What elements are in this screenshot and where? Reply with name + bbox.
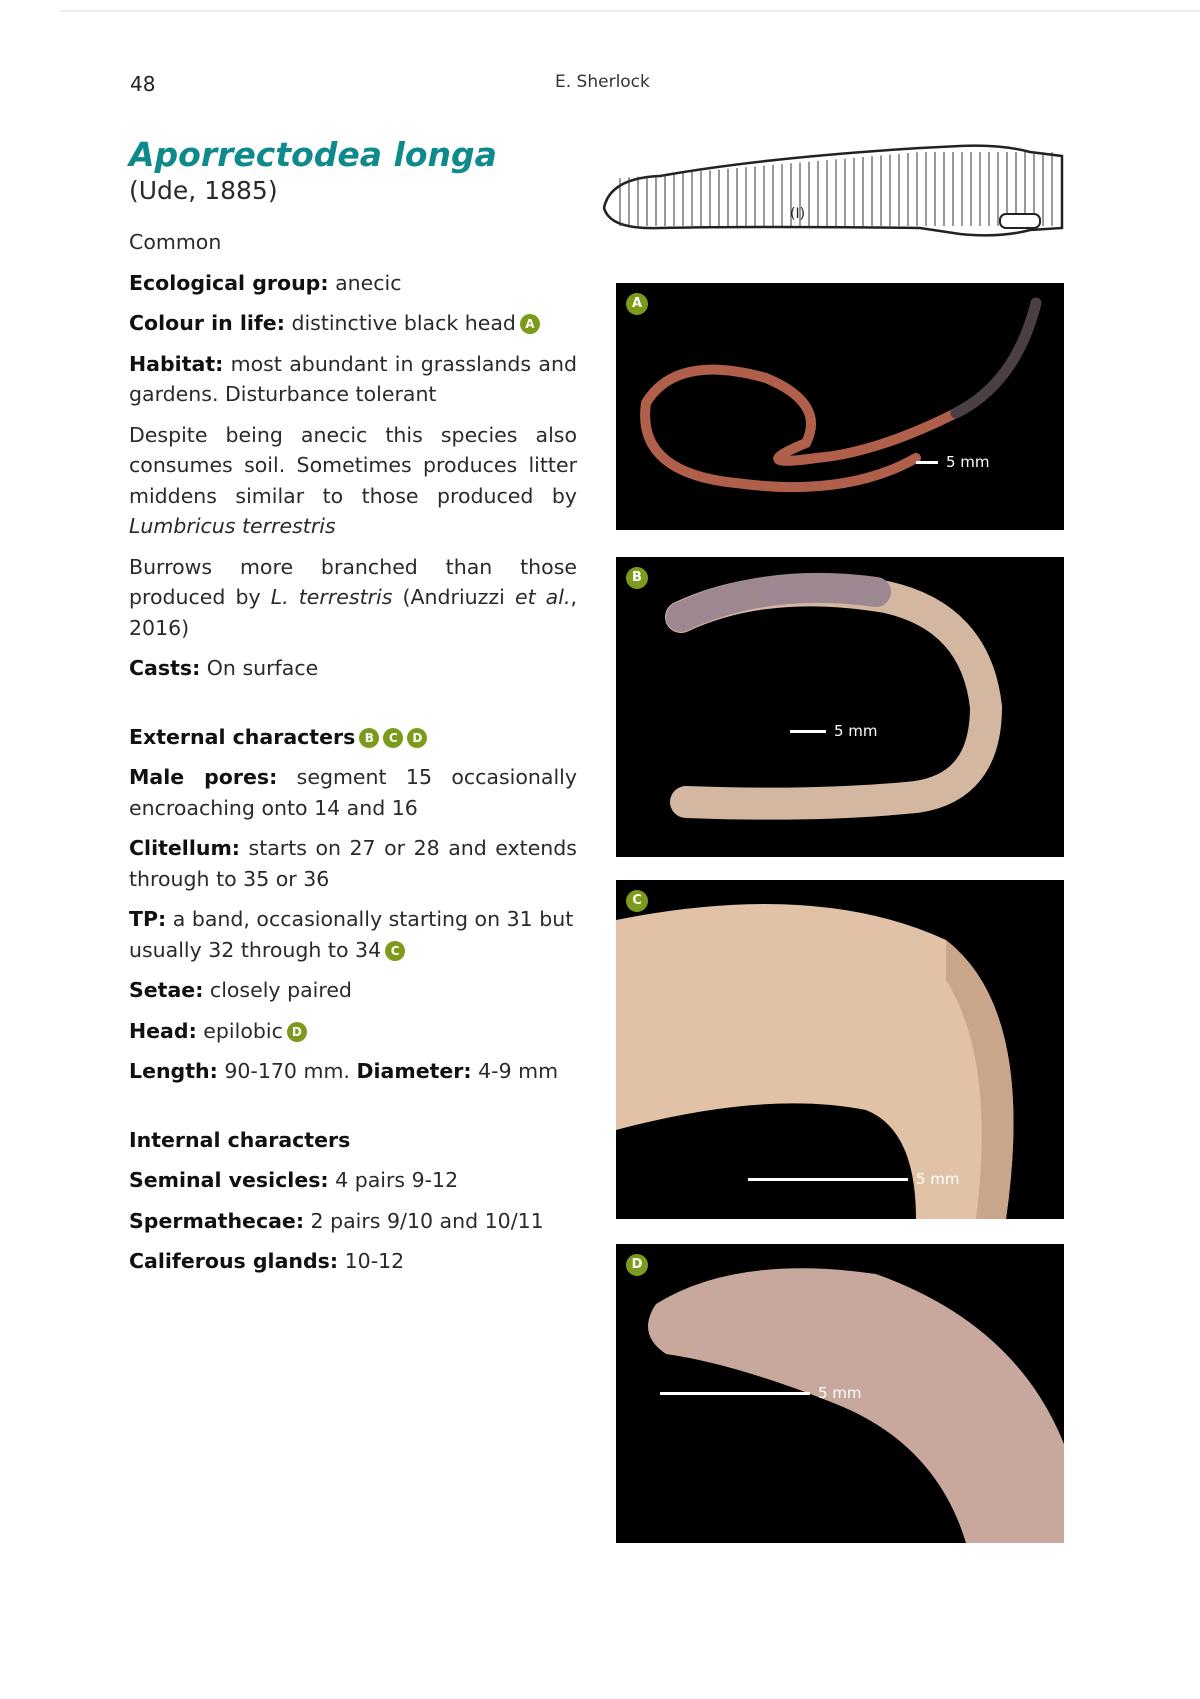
label: Spermathecae: <box>129 1208 305 1233</box>
value: epilobic <box>196 1018 283 1043</box>
label: Head: <box>129 1018 197 1043</box>
badge-c-icon: C <box>385 941 405 961</box>
top-divider <box>60 10 1200 12</box>
photo-label: A <box>626 293 648 315</box>
head <box>129 1016 577 1047</box>
label: Casts: <box>129 656 201 680</box>
text-column <box>129 135 577 1287</box>
scale-line <box>790 730 826 733</box>
habitat <box>129 349 577 410</box>
ecological-group <box>129 268 577 299</box>
text: et al. <box>514 585 571 609</box>
badge-c-icon: C <box>383 728 403 748</box>
photo-a <box>616 283 1064 530</box>
scale-bar <box>916 453 990 471</box>
colour-in-life <box>129 308 577 339</box>
value: segment 15 occasionally encroaching onto 14 and 16 <box>129 765 577 820</box>
drawing-mark: (I) <box>790 206 806 222</box>
badge-a-icon: A <box>520 314 540 334</box>
text: (Andriuzzi <box>392 585 515 609</box>
setae <box>129 975 577 1006</box>
text: Burrows more branched than those produced by <box>129 554 577 609</box>
scale-text: 5 mm <box>946 453 990 471</box>
value: 90-170 mm. <box>217 1059 357 1083</box>
value: 4 pairs 9-12 <box>328 1168 459 1192</box>
species-title: Aporrectodea longa <box>129 135 497 174</box>
label: Clitellum: <box>129 836 241 860</box>
label: Diameter: <box>356 1059 472 1083</box>
label: Length: <box>129 1059 218 1083</box>
value: 2 pairs 9/10 and 10/11 <box>304 1208 544 1233</box>
badge-d-icon: D <box>407 728 427 748</box>
male-pores <box>129 762 577 823</box>
califerous-glands <box>129 1246 577 1277</box>
scale-text: 5 mm <box>916 1170 960 1188</box>
value: starts on 27 or 28 and extends through to 35 or 36 <box>129 836 577 891</box>
spermathecae <box>129 1206 577 1237</box>
worm-anterior-drawing <box>600 138 1066 248</box>
text: , 2016) <box>129 585 577 640</box>
label: Califerous glands: <box>129 1249 339 1273</box>
seminal-vesicles <box>129 1165 577 1196</box>
label: Seminal vesicles: <box>129 1168 329 1192</box>
value: 4-9 mm <box>471 1059 559 1083</box>
scale-text: 5 mm <box>834 722 878 740</box>
value: most abundant in grasslands and gardens. Disturbance tolerant <box>129 351 577 406</box>
photo-label: B <box>626 567 648 589</box>
photo-label: C <box>626 890 648 912</box>
label: TP: <box>129 907 167 931</box>
running-header-author: E. Sherlock <box>555 72 650 92</box>
photo-label: D <box>626 1254 648 1276</box>
burrows-paragraph <box>129 552 577 644</box>
label: Habitat: <box>129 351 224 376</box>
photo-d <box>616 1244 1064 1543</box>
scale-line <box>748 1178 908 1181</box>
value: anecic <box>328 270 402 295</box>
scale-text: 5 mm <box>818 1384 862 1402</box>
clitellum <box>129 833 577 894</box>
value: distinctive black head <box>284 311 516 335</box>
label: Ecological group: <box>129 270 329 295</box>
page-number: 48 <box>130 72 156 96</box>
badge-b-icon: B <box>359 728 379 748</box>
text: Despite being anecic this species also consumes soil. Sometimes produces litter middens similar to those produced by <box>129 422 577 508</box>
species-ref: Lumbricus terrestris <box>129 514 336 538</box>
label: Setae: <box>129 978 204 1002</box>
species-ref: L. terrestris <box>270 585 393 609</box>
external-heading <box>129 722 577 753</box>
scale-bar <box>748 1170 960 1188</box>
label: Male pores: <box>129 765 278 789</box>
photo-b <box>616 557 1064 857</box>
value: closely paired <box>203 978 352 1002</box>
scale-line <box>660 1392 810 1395</box>
tp <box>129 904 577 965</box>
despite-paragraph <box>129 420 577 542</box>
photo-c <box>616 880 1064 1219</box>
label: Colour in life: <box>129 311 285 335</box>
internal-heading: Internal characters <box>129 1127 351 1152</box>
scale-line <box>916 461 938 464</box>
status: Common <box>129 230 222 254</box>
scale-bar <box>660 1384 862 1402</box>
species-authority: (Ude, 1885) <box>129 176 278 205</box>
length-diameter <box>129 1056 577 1087</box>
casts <box>129 653 577 684</box>
badge-d-icon: D <box>287 1022 307 1042</box>
value: On surface <box>200 656 319 680</box>
value: 10-12 <box>338 1249 405 1273</box>
heading-text: External characters <box>129 724 356 749</box>
value: a band, occasionally starting on 31 but usually 32 through to 34 <box>129 907 574 962</box>
scale-bar <box>790 722 878 740</box>
